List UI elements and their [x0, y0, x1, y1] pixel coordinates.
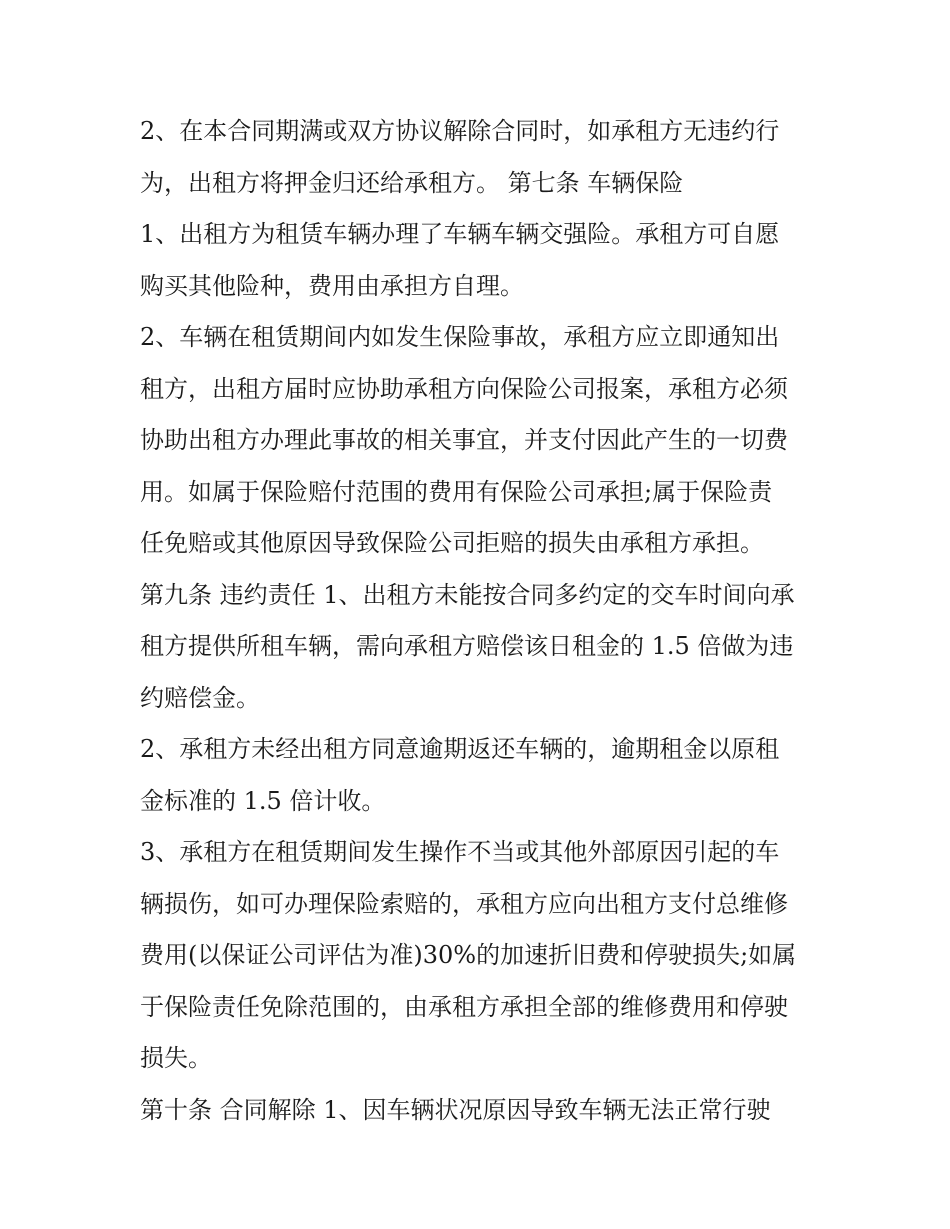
paragraph-breach-1: [140, 570, 820, 725]
text-line: 2、承租方未经出租方同意逾期返还车辆的，逾期租金以原租: [140, 735, 780, 763]
paragraph-termination: [140, 1085, 820, 1137]
paragraph-breach-2: [140, 724, 820, 827]
text-line: 2、在本合同期满或双方协议解除合同时，如承租方无违约行: [140, 117, 780, 145]
text-line: 租方提供所租车辆，需向承租方赔偿该日租金的 1.5 倍做为违: [140, 632, 794, 660]
document-body: [140, 106, 820, 1136]
text-line: 为，出租方将押金归还给承租方。 第七条 车辆保险: [140, 168, 684, 197]
text-line: 金标准的 1.5 倍计收。: [140, 786, 386, 815]
text-line: 费用(以保证公司评估为准)30%的加速折旧费和停驶损失;如属: [140, 941, 797, 969]
text-line: 协助出租方办理此事故的相关事宜，并支付因此产生的一切费: [140, 426, 788, 454]
paragraph-insurance-1: [140, 209, 820, 312]
text-line: 第十条 合同解除 1、因车辆状况原因导致车辆无法正常行驶: [140, 1095, 771, 1124]
text-line: 约赔偿金。: [140, 683, 260, 712]
text-line: 任免赔或其他原因导致保险公司拒赔的损失由承租方承担。: [140, 529, 764, 557]
text-line: 租方，出租方届时应协助承租方向保险公司报案，承租方必须: [140, 374, 788, 403]
paragraph-breach-3: [140, 827, 820, 1085]
paragraph-insurance-2: [140, 312, 820, 570]
text-line: 损失。: [140, 1044, 212, 1072]
text-line: 用。如属于保险赔付范围的费用有保险公司承担;属于保险责: [140, 477, 773, 506]
text-line: 购买其他险种，费用由承担方自理。: [140, 271, 524, 300]
text-line: 辆损伤，如可办理保险索赔的，承租方应向出租方支付总维修: [140, 889, 788, 918]
text-line: 于保险责任免除范围的，由承租方承担全部的维修费用和停驶: [140, 992, 788, 1021]
text-line: 1、出租方为租赁车辆办理了车辆车辆交强险。承租方可自愿: [140, 220, 780, 248]
text-line: 3、承租方在租赁期间发生操作不当或其他外部原因引起的车: [140, 838, 780, 866]
text-line: 第九条 违约责任 1、出租方未能按合同多约定的交车时间向承: [140, 580, 795, 609]
text-line: 2、车辆在租赁期间内如发生保险事故，承租方应立即通知出: [140, 323, 780, 351]
paragraph-deposit-return: [140, 106, 820, 209]
